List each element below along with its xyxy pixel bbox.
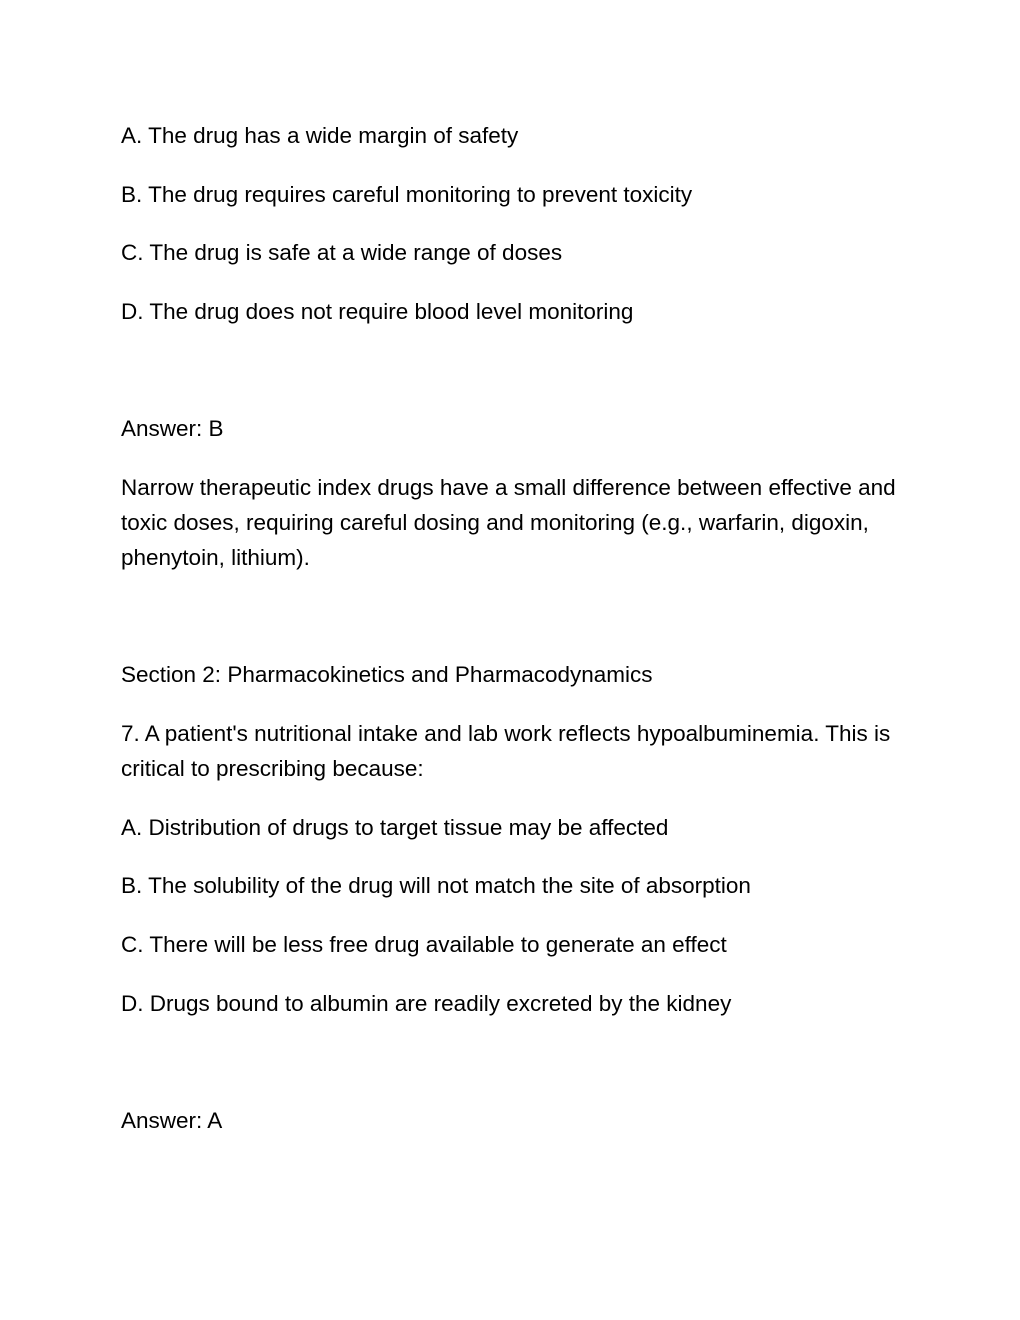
question7-option-c: C. There will be less free drug available to generate an effect — [121, 932, 727, 957]
question7-answer: Answer: A — [121, 1108, 223, 1133]
question7-option-a: A. Distribution of drugs to target tissue may be affected — [121, 815, 669, 840]
question6-answer: Answer: B — [121, 416, 224, 441]
question6-option-d: D. The drug does not require blood level monitoring — [121, 299, 634, 324]
section-heading: Section 2: Pharmacokinetics and Pharmacodynamics — [121, 662, 653, 687]
question7-option-d: D. Drugs bound to albumin are readily excreted by the kidney — [121, 991, 732, 1016]
question6-option-a: A. The drug has a wide margin of safety — [121, 123, 519, 148]
question6-option-c: C. The drug is safe at a wide range of doses — [121, 240, 563, 265]
question7-stem: 7. A patient's nutritional intake and lab work reflects hypoalbuminemia. This is critical to prescribing because: — [121, 721, 897, 781]
question7-option-b: B. The solubility of the drug will not match the site of absorption — [121, 873, 751, 898]
question6-option-b: B. The drug requires careful monitoring to prevent toxicity — [121, 182, 693, 207]
question6-explanation: Narrow therapeutic index drugs have a small difference between effective and toxic doses, requiring careful dosing and monitoring (e.g., warfarin, digoxin, phenytoin, lithium). — [121, 475, 902, 570]
